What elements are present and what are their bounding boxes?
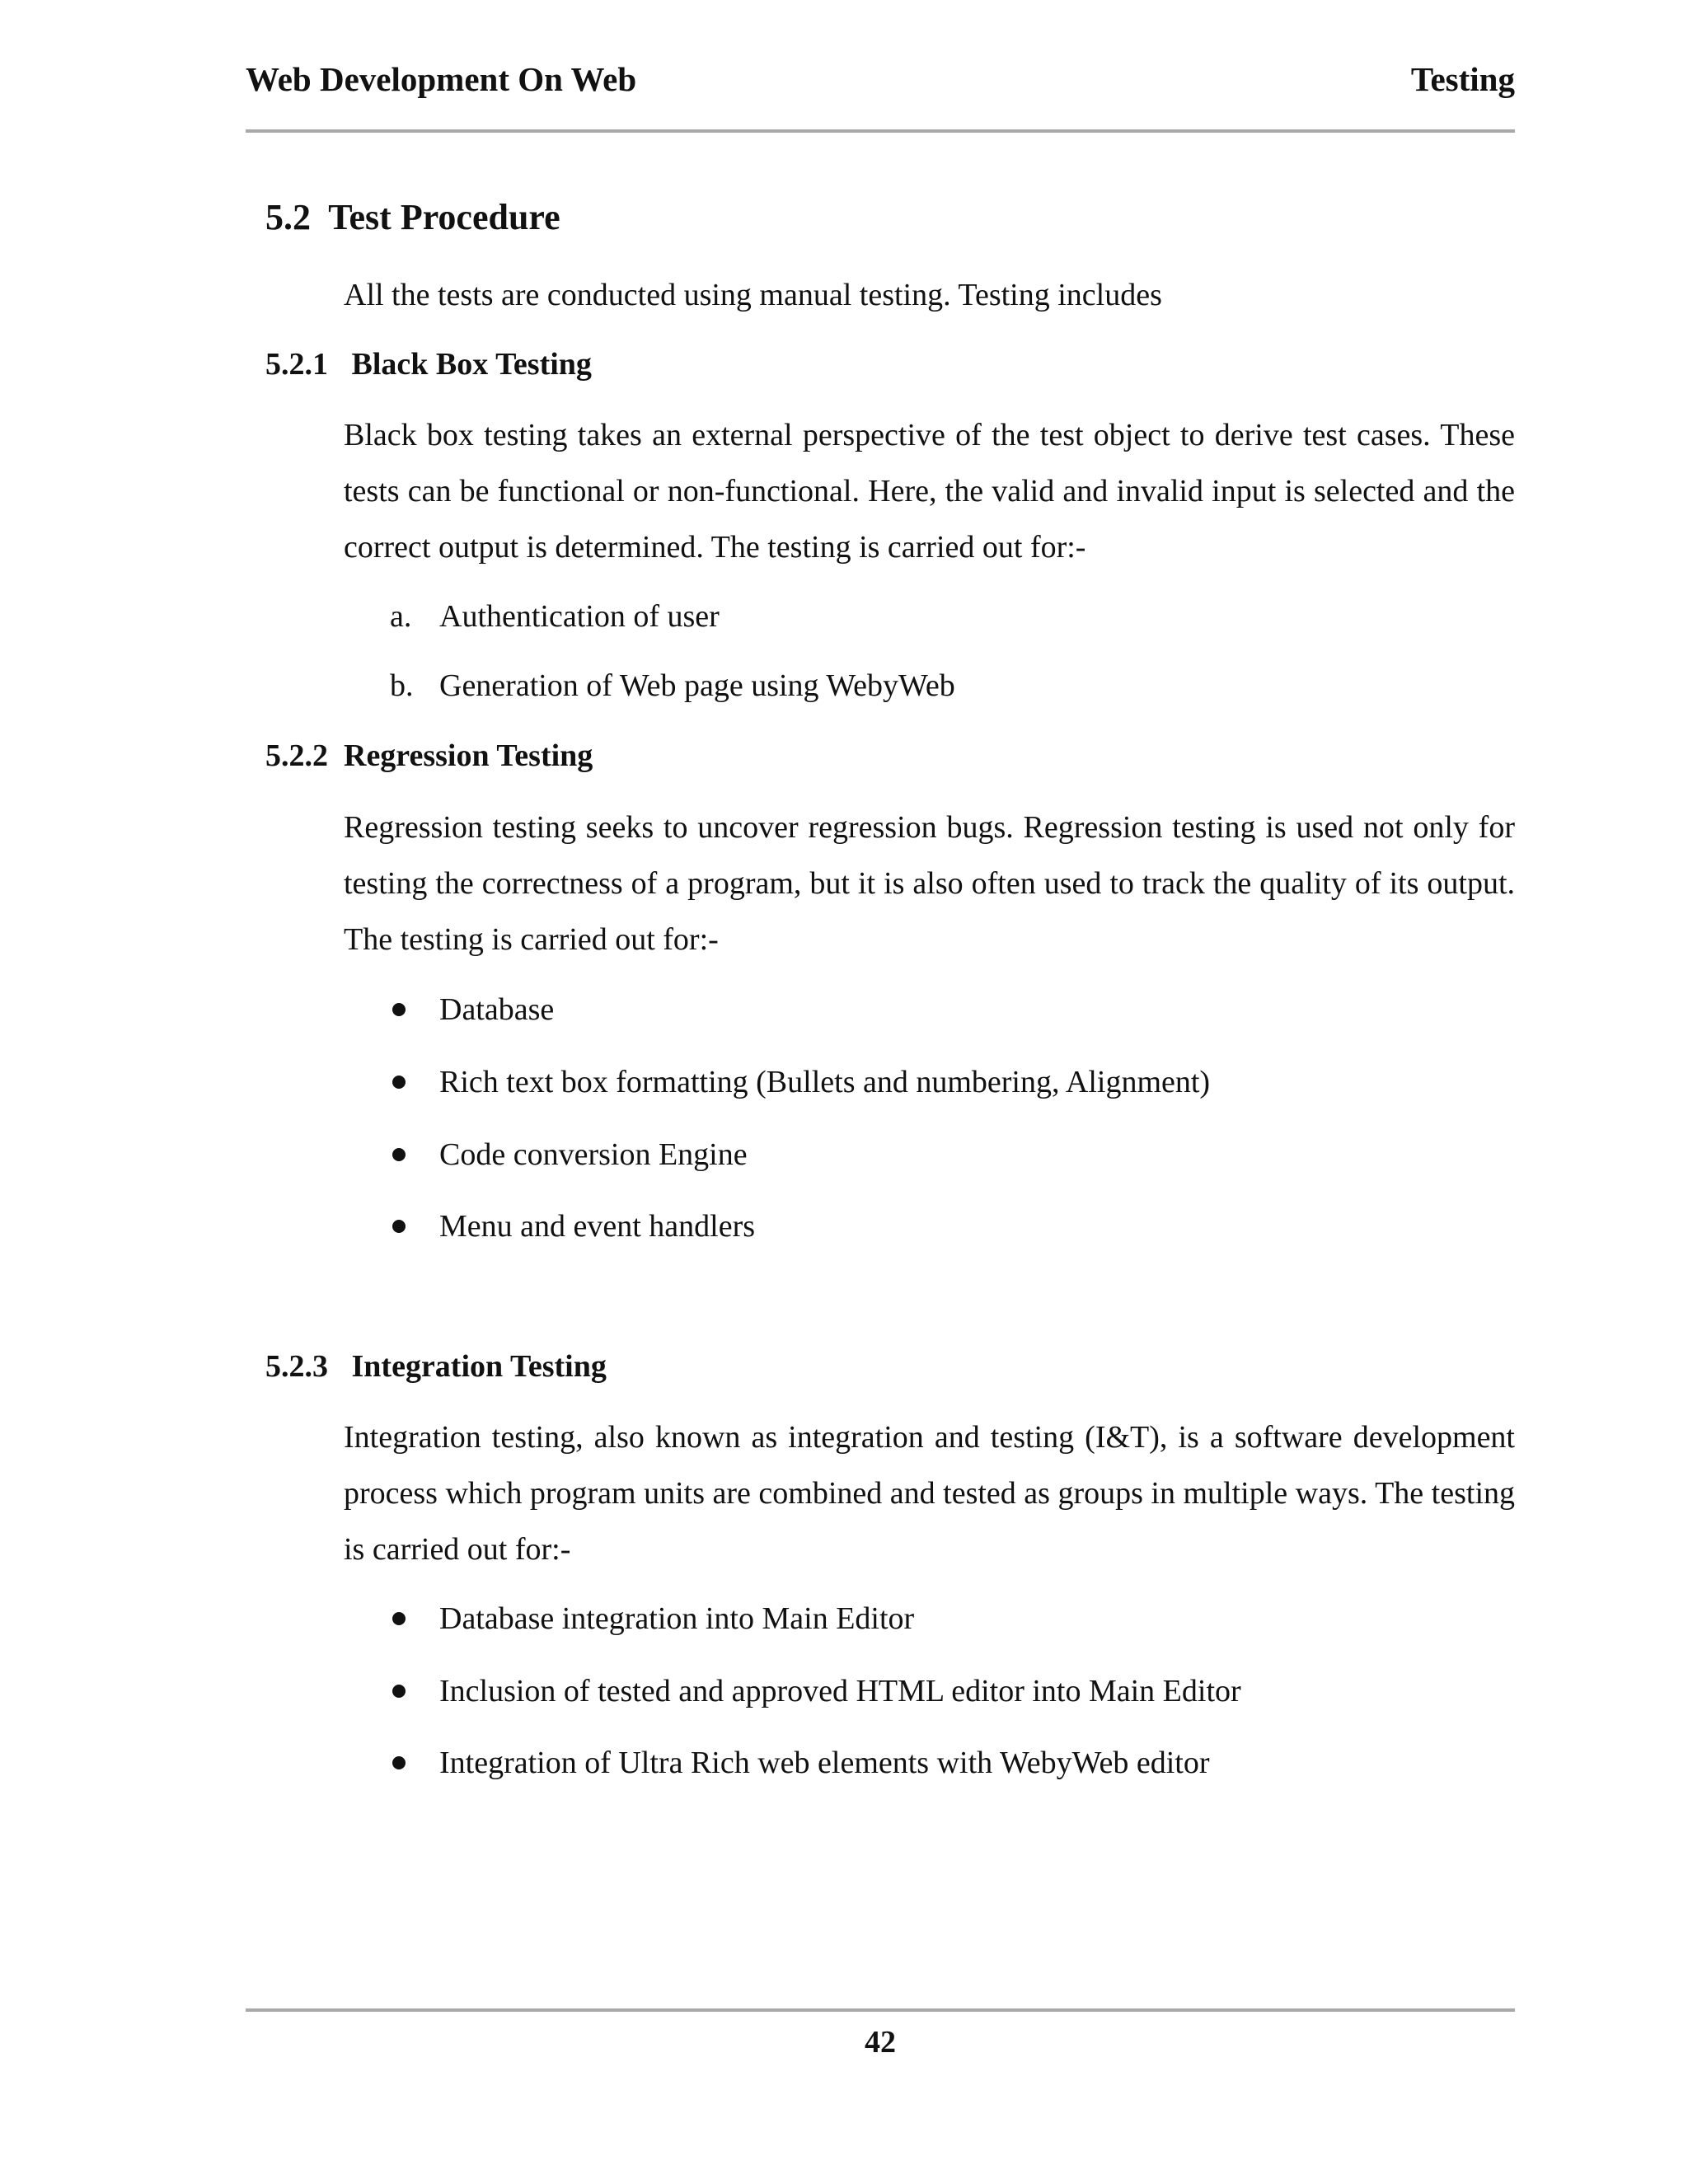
list-item: [0, 666, 1688, 705]
running-header-title: Web Development On Web: [246, 60, 637, 98]
section-intro: All the tests are conducted using manual testing. Testing includes: [344, 278, 1162, 312]
list-item-text: Database: [439, 992, 555, 1027]
subsection-heading-black-box: 5.2.1 Black Box Testing: [265, 347, 592, 382]
bullet-icon: [392, 1612, 406, 1625]
page-number: 42: [865, 2025, 896, 2060]
list-item-text: Inclusion of tested and approved HTML editor into Main Editor: [439, 1674, 1241, 1708]
list-item-text: Authentication of user: [439, 599, 720, 634]
list-item-text: Rich text box formatting (Bullets and numbering, Alignment): [439, 1065, 1211, 1099]
list-item-text: Integration of Ultra Rich web elements with WebyWeb editor: [439, 1746, 1210, 1780]
footer-divider: [246, 2008, 1515, 2012]
list-marker: a.: [390, 599, 412, 634]
list-item: [0, 1599, 1688, 1638]
list-item: [0, 597, 1688, 636]
regression-paragraph: Regression testing seeks to uncover regression bugs. Regression testing is used not only for testing the correctness of a program, but it is also often used to track the quality of its output. The testing is carried out for:-: [344, 810, 1515, 957]
list-item: [0, 1671, 1688, 1711]
integration-paragraph: Integration testing, also known as integration and testing (I&T), is a software development process which program units are combined and tested as groups in multiple ways. The testing is carried out for:-: [344, 1420, 1515, 1567]
list-item-text: Menu and event handlers: [439, 1209, 756, 1244]
bullet-icon: [392, 1148, 406, 1161]
subsection-heading-integration: 5.2.3 Integration Testing: [265, 1349, 607, 1384]
bullet-icon: [392, 1756, 406, 1769]
list-item: [0, 1743, 1688, 1783]
bullet-icon: [392, 1003, 406, 1016]
list-item: [0, 990, 1688, 1029]
list-item-text: Code conversion Engine: [439, 1137, 748, 1172]
bullet-icon: [392, 1220, 406, 1233]
section-heading: 5.2 Test Procedure: [265, 197, 560, 237]
list-item: [0, 1135, 1688, 1174]
list-item: [0, 1207, 1688, 1246]
list-item-text: Generation of Web page using WebyWeb: [439, 668, 955, 703]
list-marker: b.: [390, 668, 414, 703]
list-item-text: Database integration into Main Editor: [439, 1601, 915, 1636]
list-item: [0, 1062, 1688, 1102]
running-header-chapter: Testing: [1410, 60, 1515, 98]
header-divider: [246, 129, 1515, 133]
subsection-heading-regression: 5.2.2 Regression Testing: [265, 738, 593, 773]
bullet-icon: [392, 1076, 406, 1089]
bullet-icon: [392, 1685, 406, 1698]
black-box-paragraph: Black box testing takes an external perspective of the test object to derive test cases. These tests can be functional or non-functional. Here, the valid and invalid input is selected and the correct output is determined. The testing is carried out for:-: [344, 418, 1515, 565]
